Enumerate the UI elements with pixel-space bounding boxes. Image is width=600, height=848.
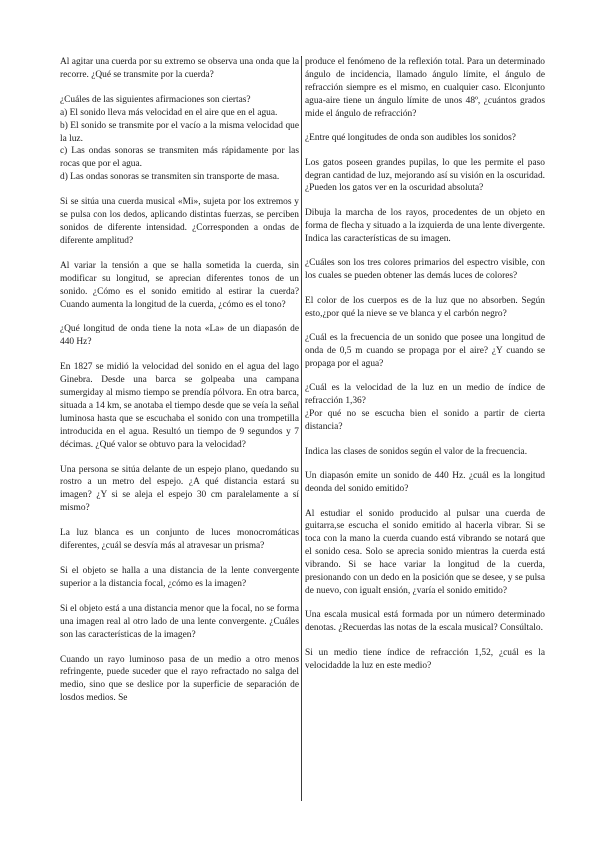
question-paragraph: Los gatos poseen grandes pupilas, lo que les permite el paso degran cantidad de luz, mejorando así su visión en la oscuridad. ¿Pueden los gatos ver en la oscuridad absoluta? [305, 157, 545, 194]
question-paragraph: Una persona se sitúa delante de un espejo plano, quedando su rostro a un metro del espejo. ¿A qué distancia estará su imagen? ¿Y si se aleja el espejo 30 cm paralelamente a sí mismo? [60, 464, 299, 514]
question-paragraph: Una escala musical está formada por un número determinado denotas. ¿Recuerdas las notas de la escala musical? Consúltalo. [305, 610, 545, 634]
question-paragraph: Al estudiar el sonido producido al pulsar una cuerda de guitarra,se escucha el sonido emitido al hacerla vibrar. Si se toca con la mano la cuerda cuando está vibrando se notará que el sonido cesa. Solo se aprecia sonido mientras la cuerda está vibrando. Si se hace variar la longitud de la cuerda, presionando con un dedo en la posición que se desee, y se pulsa de nuevo, con igualt ensión, ¿varía el sonido emitido? [305, 508, 545, 596]
question-paragraph: produce el fenómeno de la reflexión total. Para un determinado ángulo de incidencia, llamado ángulo límite, el ángulo de refracción siempre es el mismo, en cualquier caso. Elconjunto agua-aire tiene un ángulo límite de unos 48º, ¿cuántos grados mide el ángulo de refracción? [305, 57, 545, 119]
question-paragraph: Indica las clases de sonidos según el valor de la frecuencia. [305, 446, 528, 457]
left-column [60, 56, 299, 717]
question-paragraph: ¿Qué longitud de onda tiene la nota «La» de un diapasón de 440 Hz? [60, 324, 299, 348]
question-paragraph: Dibuja la marcha de los rayos, procedentes de un objeto en forma de flecha y situado a la izquierda de una lente divergente. Indica las características de su imagen. [305, 207, 545, 244]
question-paragraph: El color de los cuerpos es de la luz que no absorben. Según esto,¿por qué la nieve se ve blanca y el carbón negro? [305, 295, 545, 319]
question-paragraph: ¿Entre qué longitudes de onda son audibles los sonidos? [305, 133, 516, 144]
question-paragraph: Al variar la tensión a que se halla sometida la cuerda, sin modificar su longitud, se aprecian diferentes tonos de un sonido. ¿Cómo es el sonido emitido al estirar la cuerda? Cuando aumenta la longitud de la cuerda, ¿cómo es el tono? [60, 260, 299, 310]
question-paragraph: Si el objeto está a una distancia menor que la focal, no se forma una imagen real al otro lado de una lente convergente. ¿Cuáles son las características de la imagen? [60, 603, 299, 640]
question-paragraph: Al agitar una cuerda por su extremo se observa una onda que la recorre. ¿Qué se transmite por la cuerda? [60, 57, 299, 80]
question-paragraph: ¿Cuál es la frecuencia de un sonido que posee una longitud de onda de 0,5 m cuando se propaga por el aire? ¿Y cuando se propaga por el agua? [305, 333, 545, 369]
column-divider [301, 56, 302, 801]
question-paragraph: Si el objeto se halla a una distancia de la lente convergente superior a la distancia focal, ¿cómo es la imagen? [60, 566, 299, 589]
question-paragraph: Cuando un rayo luminoso pasa de un medio a otro menos refringente, puede suceder que el rayo refractado no salga del medio, sino que se deslice por la superficie de separación de losdos medios. Se [60, 654, 299, 704]
question-paragraph: Si se sitúa una cuerda musical «Mi», sujeta por los extremos y se pulsa con los dedos, aplicando distintas fuerzas, se perciben sonidos de diferente intensidad. ¿Corresponden a ondas de diferente amplitud? [60, 197, 299, 246]
question-paragraph: En 1827 se midió la velocidad del sonido en el agua del lago Ginebra. Desde una barca se golpeaba una campana sumergiday al mismo tiempo se prendía pólvora. En otra barca, situada a 14 km, se anotaba el tiempo desde que se veía la señal luminosa hasta que se escuchaba el sonido con una trompetilla introducida en el agua. Resultó un tiempo de 9 segundos y 7 décimas. ¿Qué valor se obtuvo para la velocidad? [60, 362, 299, 450]
question-paragraph: Si un medio tiene índice de refracción 1,52, ¿cuál es la velocidadde la luz en este medio? [305, 647, 545, 671]
question-paragraph: Un diapasón emite un sonido de 440 Hz. ¿cuál es la longitud deonda del sonido emitido? [305, 471, 545, 494]
question-paragraph: La luz blanca es un conjunto de luces monocromáticas diferentes, ¿cuál se desvía más al atravesar un prisma? [60, 528, 299, 552]
question-paragraph: ¿Cuál es la velocidad de la luz en un medio de índice de refracción 1,36? ¿Por qué no se escucha bien el sonido a partir de cierta distancia? [305, 383, 545, 433]
question-paragraph: ¿Cuáles son los tres colores primarios del espectro visible, con los cuales se pueden obtener las demás luces de colores? [305, 258, 545, 282]
right-column [305, 56, 545, 684]
question-paragraph: ¿Cuáles de las siguientes afirmaciones son ciertas? a) El sonido lleva más velocidad en el aire que en el agua. b) El sonido se transmite por el vacío a la misma velocidad que la luz. c) Las ondas sonoras se transmiten más rápidamente por las rocas que por el agua. d) Las ondas sonoras se transmiten sin transporte de masa. [60, 94, 299, 183]
